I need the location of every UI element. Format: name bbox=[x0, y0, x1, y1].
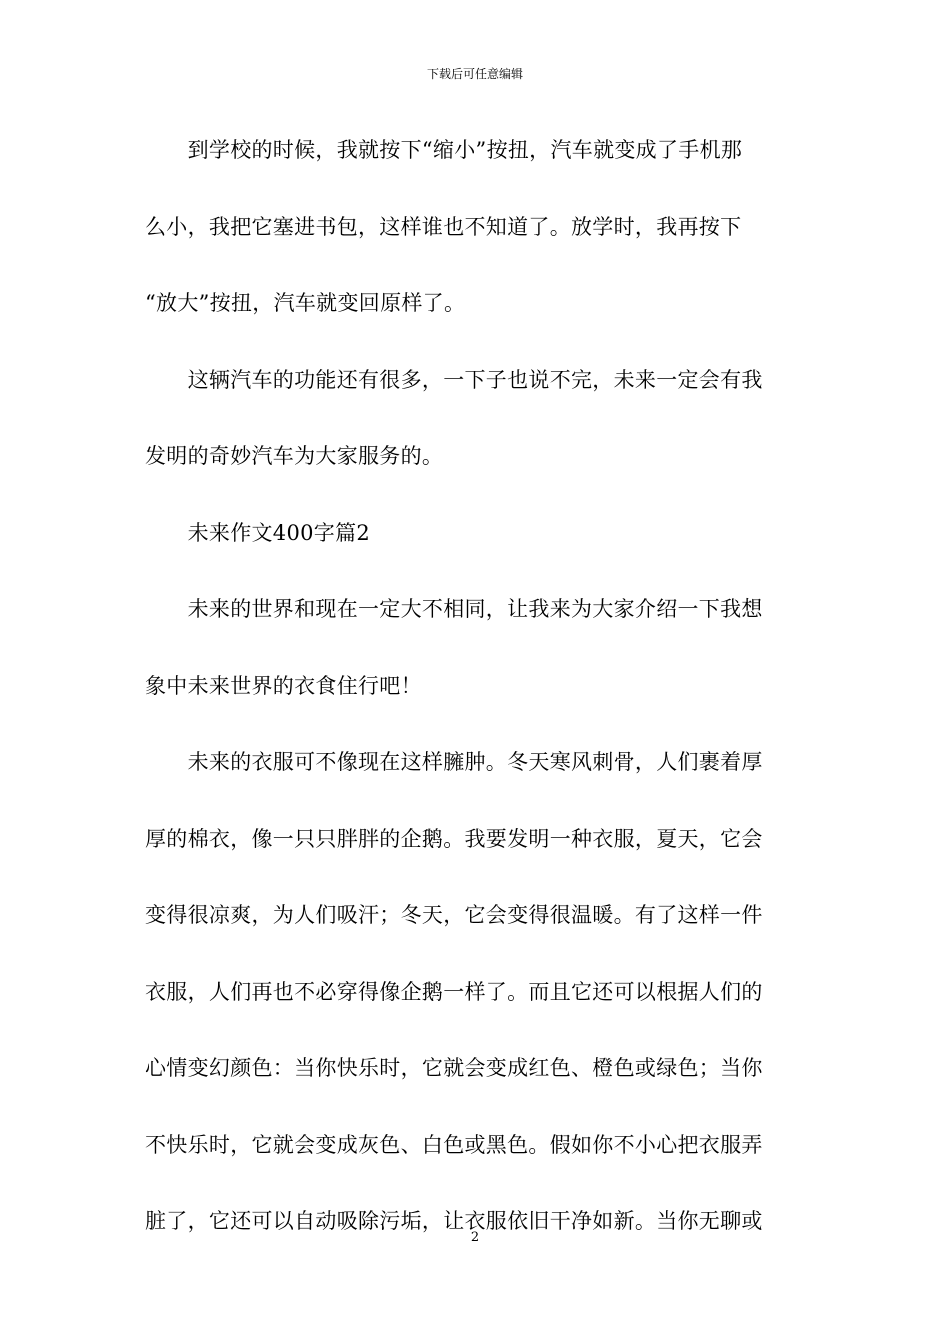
text-line: 脏了，它还可以自动吸除污垢，让衣服依旧干净如新。当你无聊或 bbox=[145, 1209, 763, 1233]
text-line: 到学校的时候，我就按下“缩小”按扭，汽车就变成了手机那 bbox=[145, 138, 743, 162]
text-line: 未来的世界和现在一定大不相同，让我来为大家介绍一下我想 bbox=[145, 597, 763, 621]
page-header: 下载后可任意编辑 bbox=[426, 67, 523, 81]
document-body bbox=[145, 112, 810, 1260]
text-line: 么小，我把它塞进书包，这样谁也不知道了。放学时，我再按下 bbox=[145, 214, 742, 239]
text-line: 这辆汽车的功能还有很多，一下子也说不完，未来一定会有我 bbox=[145, 367, 763, 392]
text-line: 发明的奇妙汽车为大家服务的。 bbox=[145, 444, 444, 468]
page-number: 2 bbox=[470, 1230, 480, 1245]
section-heading: 未来作文400字篇2 bbox=[145, 520, 371, 545]
text-line: 象中未来世界的衣食住行吧！ bbox=[145, 673, 422, 698]
text-line: 衣服，人们再也不必穿得像企鹅一样了。而且它还可以根据人们的 bbox=[145, 979, 763, 1004]
text-line: 变得很凉爽，为人们吸汗；冬天，它会变得很温暖。有了这样一件 bbox=[145, 903, 763, 927]
text-line: 厚的棉衣，像一只只胖胖的企鹅。我要发明一种衣服，夏天，它会 bbox=[145, 826, 763, 851]
text-line: 不快乐时，它就会变成灰色、白色或黑色。假如你不小心把衣服弄 bbox=[145, 1132, 763, 1157]
text-line: “放大”按扭，汽车就变回原样了。 bbox=[145, 291, 466, 315]
text-line: 心情变幻颜色：当你快乐时，它就会变成红色、橙色或绿色；当你 bbox=[145, 1056, 763, 1080]
text-line: 未来的衣服可不像现在这样臃肿。冬天寒风刺骨，人们裹着厚 bbox=[145, 750, 763, 774]
